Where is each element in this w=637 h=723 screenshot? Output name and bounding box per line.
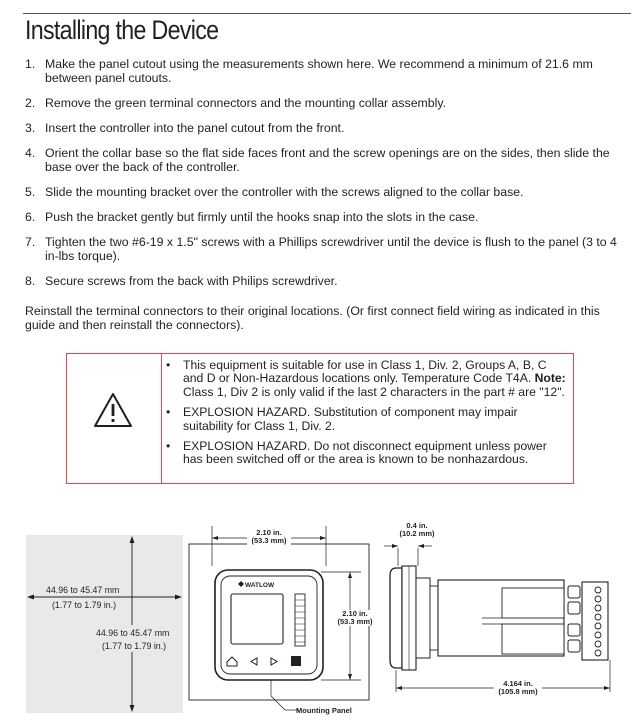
step-item xyxy=(25,235,625,263)
step-text: Secure screws from the back with Philips screwdriver. xyxy=(45,274,338,288)
panel-thickness-label xyxy=(395,522,439,538)
front-width-mm: (53.3 mm) xyxy=(251,536,287,545)
display-screen xyxy=(231,594,283,644)
step-number: 7. xyxy=(25,235,36,249)
step-item xyxy=(25,274,625,288)
step-number: 8. xyxy=(25,274,36,288)
side-depth-in: 4.164 in. xyxy=(503,679,533,688)
cutout-width-mm: 44.96 to 45.47 mm xyxy=(46,585,120,595)
panel-cutout-diagram xyxy=(26,535,183,713)
front-width-label xyxy=(247,529,291,545)
arrowhead-icon xyxy=(396,686,402,690)
cutout-height-in: (1.77 to 1.79 in.) xyxy=(102,641,167,651)
bar-graph-indicator xyxy=(295,594,305,646)
step-text: Push the bracket gently but firmly until the hooks snap into the slots in the case. xyxy=(45,210,479,224)
installation-steps xyxy=(25,57,625,299)
cutout-width-in: (1.77 to 1.79 in.) xyxy=(52,600,117,610)
terminal-block xyxy=(502,624,564,654)
step-text: Insert the controller into the panel cutout from the front. xyxy=(45,121,345,135)
eze-key-icon xyxy=(291,656,301,666)
arrowhead-icon xyxy=(418,544,424,548)
step-text: Slide the mounting bracket over the controller with the screws aligned to the collar base. xyxy=(45,185,524,199)
step-text: Make the panel cutout using the measurements shown here. We recommend a minimum of 21.6 mm between panel cutouts. xyxy=(45,57,593,85)
warning-note-label: Note: xyxy=(534,371,566,386)
side-depth-mm: (105.8 mm) xyxy=(498,687,538,696)
step-text: Remove the green terminal connectors and the mounting collar assembly. xyxy=(45,96,446,110)
reinstall-paragraph: Reinstall the terminal connectors to their original locations. (Or first connect field wiring as indicated in this guide and then reinstall the connectors). xyxy=(25,304,600,332)
arrowhead-icon xyxy=(212,536,218,540)
warning-item xyxy=(165,406,569,433)
warning-box xyxy=(66,353,574,484)
step-item xyxy=(25,210,625,224)
arrowhead-icon xyxy=(320,536,326,540)
step-text: Tighten the two #6-19 x 1.5" screws with a Phillips screwdriver until the device is flush to the panel (3 to 4 in-lbs torque). xyxy=(45,235,617,263)
arrowhead-icon xyxy=(392,544,398,548)
step-number: 5. xyxy=(25,185,36,199)
step-number: 4. xyxy=(25,146,36,160)
front-height-in: 2.10 in. xyxy=(342,609,368,618)
mounting-panel-label: Mounting Panel xyxy=(296,706,352,715)
brand-logo-text: WATLOW xyxy=(245,582,275,589)
header-rule xyxy=(23,13,631,14)
warning-text: Class 1, Div 2 is only valid if the last 2 characters in the part # are "12". xyxy=(183,384,565,399)
page-title: Installing the Device xyxy=(25,15,219,45)
terminal-connector xyxy=(582,582,608,660)
step-item xyxy=(25,185,625,199)
panel-thickness-mm: (10.2 mm) xyxy=(399,529,435,538)
warning-triangle-icon xyxy=(93,392,133,428)
step-number: 6. xyxy=(25,210,36,224)
front-height-label xyxy=(335,610,375,626)
step-item xyxy=(25,96,625,110)
side-bezel xyxy=(390,568,402,668)
warning-item xyxy=(165,359,569,399)
warning-text: This equipment is suitable for use in Class 1, Div. 2, Groups A, B, C and D or Non-Hazardous locations only. Temperature Code T4A. xyxy=(183,358,547,386)
step-text: Orient the collar base so the flat side faces front and the screw openings are on the sides, then slide the base over the back of the controller. xyxy=(45,146,610,174)
panel-thickness-in: 0.4 in. xyxy=(406,521,428,530)
cutout-height-mm: 44.96 to 45.47 mm xyxy=(95,625,170,641)
warning-list xyxy=(165,359,569,474)
step-number: 2. xyxy=(25,96,36,110)
step-item xyxy=(25,57,625,85)
side-view-diagram xyxy=(378,520,628,700)
mounting-collar xyxy=(416,578,430,658)
warning-text: EXPLOSION HAZARD. Do not disconnect equipment unless power has been switched off or the area is known to be nonhazardous. xyxy=(183,439,547,467)
warning-item xyxy=(165,440,569,467)
cutout-area xyxy=(26,535,183,713)
arrowhead-icon xyxy=(604,686,610,690)
terminal-block xyxy=(502,588,564,618)
step-item xyxy=(25,121,625,135)
warning-divider xyxy=(161,354,162,483)
step-number: 1. xyxy=(25,57,36,71)
side-depth-label xyxy=(494,680,542,696)
front-width-in: 2.10 in. xyxy=(256,528,282,537)
front-height-mm: (53.3 mm) xyxy=(337,617,373,626)
warning-text: EXPLOSION HAZARD. Substitution of component may impair suitability for Class 1, Div. 2. xyxy=(183,405,518,433)
step-number: 3. xyxy=(25,121,36,135)
step-item xyxy=(25,146,625,174)
